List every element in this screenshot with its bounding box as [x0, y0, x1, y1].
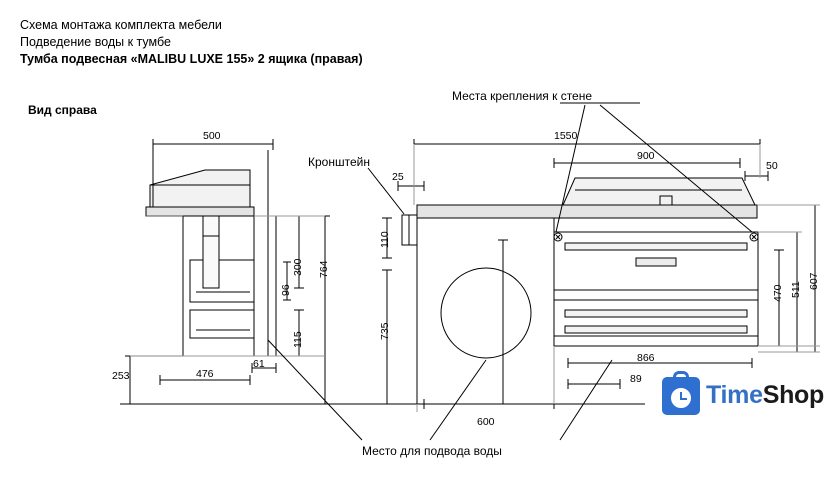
dim-607: 607 [808, 272, 820, 290]
dim-1550: 1550 [554, 130, 578, 142]
logo-wordmark [706, 381, 824, 410]
label-view-right: Вид справа [28, 103, 97, 117]
dim-735: 735 [379, 322, 391, 340]
dim-470: 470 [772, 284, 784, 302]
dim-96: 96 [280, 284, 292, 296]
logo-shop-text: Shop [762, 381, 824, 409]
dim-61: 61 [253, 358, 265, 370]
clock-icon [669, 386, 693, 410]
dim-25: 25 [392, 171, 404, 183]
dim-866: 866 [637, 352, 655, 364]
label-bracket: Кронштейн [308, 155, 370, 169]
title-line-3: Тумба подвесная «MALIBU LUXE 155» 2 ящика (правая) [20, 52, 363, 66]
label-water-supply: Место для подвода воды [362, 444, 502, 458]
label-wall-mounts: Места крепления к стене [452, 89, 593, 103]
title-line-1: Схема монтажа комплекта мебели [20, 18, 222, 32]
logo-time-text: Time [706, 381, 763, 409]
title-line-2: Подведение воды к тумбе [20, 35, 171, 49]
dim-476: 476 [196, 368, 214, 380]
dim-115: 115 [292, 331, 304, 348]
dim-511: 511 [790, 281, 802, 298]
dim-89: 89 [630, 373, 642, 385]
dim-600: 600 [477, 416, 495, 428]
dim-253: 253 [112, 370, 130, 382]
dim-300: 300 [292, 258, 304, 276]
dim-764: 764 [318, 260, 330, 278]
dim-50: 50 [766, 160, 778, 172]
dim-900: 900 [637, 150, 655, 162]
shopping-bag-icon [662, 377, 700, 415]
dim-110: 110 [379, 231, 391, 248]
timeshop-logo [662, 375, 832, 421]
dim-500: 500 [203, 130, 221, 142]
